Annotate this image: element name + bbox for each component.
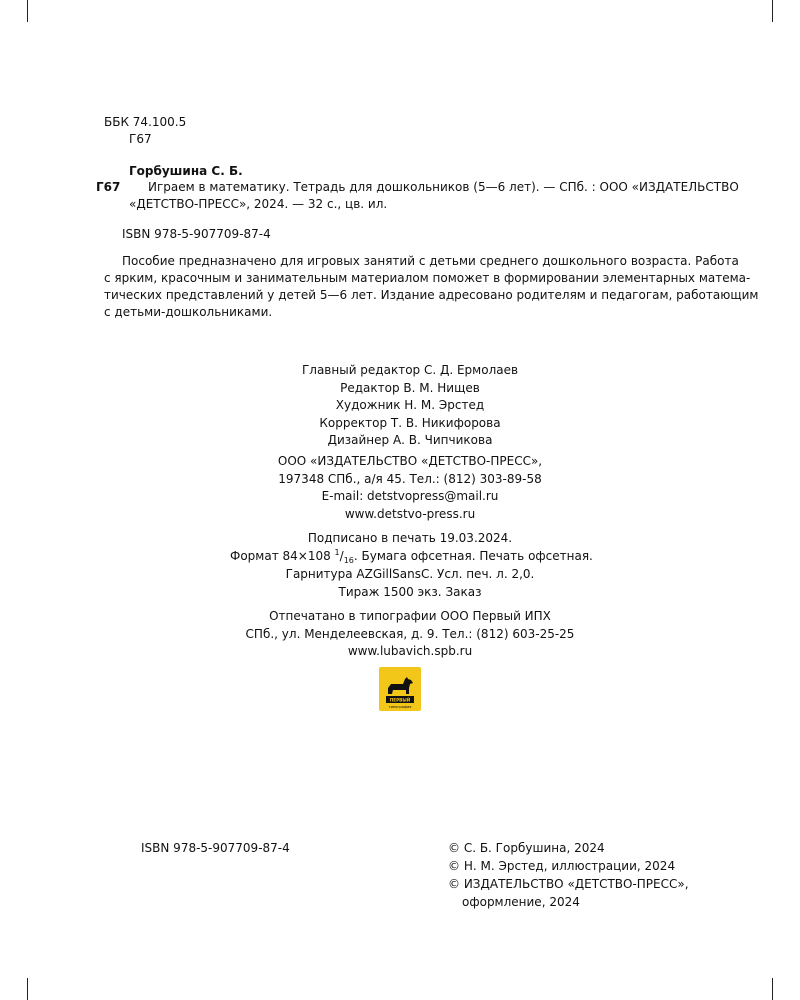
printer-block xyxy=(230,608,590,661)
publisher-website: www.detstvo-press.ru xyxy=(344,506,476,521)
crop-mark-bottom-left xyxy=(27,978,28,1000)
publisher-address: 197348 СПб., а/я 45. Тел.: (812) 303-89-58 xyxy=(278,471,542,486)
description-line-2: «ДЕТСТВО-ПРЕСС», 2024. — 32 с., цв. ил. xyxy=(129,197,388,211)
publisher-email: E-mail: detstvopress@mail.ru xyxy=(321,489,499,503)
copyright-block xyxy=(448,839,689,911)
credit-chief-editor: Главный редактор С. Д. Ермолаев xyxy=(301,363,519,377)
format-prefix: Формат 84×108 xyxy=(230,548,335,563)
printer-logo xyxy=(379,667,421,711)
signed-date: Подписано в печать 19.03.2024. xyxy=(307,531,513,545)
annotation-line-2: с ярким, красочным и занимательным материалом поможет в формировании элементарных матема- xyxy=(104,271,751,285)
copyright-author: © С. Б. Горбушина, 2024 xyxy=(448,841,605,855)
publisher-name: ООО «ИЗДАТЕЛЬСТВО «ДЕТСТВО-ПРЕСС», xyxy=(277,454,543,468)
annotation-line-4: с детьми-дошкольниками. xyxy=(104,305,273,319)
typeface-line: Гарнитура AZGillSansC. Усл. печ. л. 2,0. xyxy=(285,567,535,581)
printer-name: Отпечатано в типографии ООО Первый ИПХ xyxy=(269,609,551,623)
description-line-1: Играем в математику. Тетрадь для дошкольников (5—6 лет). — СПб. : ООО «ИЗДАТЕЛЬСТВО xyxy=(148,180,739,194)
credit-editor: Редактор В. М. Нищев xyxy=(340,380,480,395)
svg-text:ПЕРВЫЙ: ПЕРВЫЙ xyxy=(389,697,411,703)
annotation-line-1: Пособие предназначено для игровых занятий с детьми среднего дошкольного возраста. Работа xyxy=(122,254,739,268)
printer-website: www.lubavich.spb.ru xyxy=(347,644,473,658)
credit-designer: Дизайнер А. В. Чипчикова xyxy=(327,433,493,447)
print-run: Тираж 1500 экз. Заказ xyxy=(338,584,482,599)
footer-isbn: ISBN 978-5-907709-87-4 xyxy=(141,841,290,855)
crop-mark-top-left xyxy=(27,0,28,22)
format-denominator: 16 xyxy=(343,555,354,565)
crop-mark-top-right xyxy=(772,0,773,22)
copyright-publisher: © ИЗДАТЕЛЬСТВО «ДЕТСТВО-ПРЕСС», xyxy=(448,877,689,891)
author-code: Г67 xyxy=(129,132,152,146)
copyright-design: оформление, 2024 xyxy=(462,895,580,909)
copyright-illustrations: © Н. М. Эрстед, иллюстрации, 2024 xyxy=(448,859,676,873)
crop-mark-bottom-right xyxy=(772,978,773,1000)
bbk-code: ББК 74.100.5 xyxy=(104,115,187,129)
format-numerator: 1 xyxy=(334,547,340,557)
scottish-terrier-icon xyxy=(379,667,421,711)
svg-text:типография: типография xyxy=(388,705,412,709)
format-slash: / xyxy=(339,548,344,563)
publisher-block xyxy=(230,453,590,523)
author-name: Горбушина С. Б. xyxy=(129,164,243,178)
author-marker: Г67 xyxy=(96,180,121,194)
print-info-block xyxy=(230,530,593,601)
credit-proofreader: Корректор Т. В. Никифорова xyxy=(319,415,501,430)
format-suffix: . Бумага офсетная. Печать офсетная. xyxy=(353,548,593,563)
format-line xyxy=(230,547,593,567)
isbn-entry: ISBN 978-5-907709-87-4 xyxy=(122,227,271,241)
annotation-line-3: тических представлений у детей 5—6 лет. Издание адресовано родителям и педагогам, работающим xyxy=(104,288,759,302)
printer-address: СПб., ул. Менделеевская, д. 9. Тел.: (812) 603-25-25 xyxy=(245,626,575,641)
credits-block xyxy=(230,362,590,450)
credit-artist: Художник Н. М. Эрстед xyxy=(335,398,485,412)
